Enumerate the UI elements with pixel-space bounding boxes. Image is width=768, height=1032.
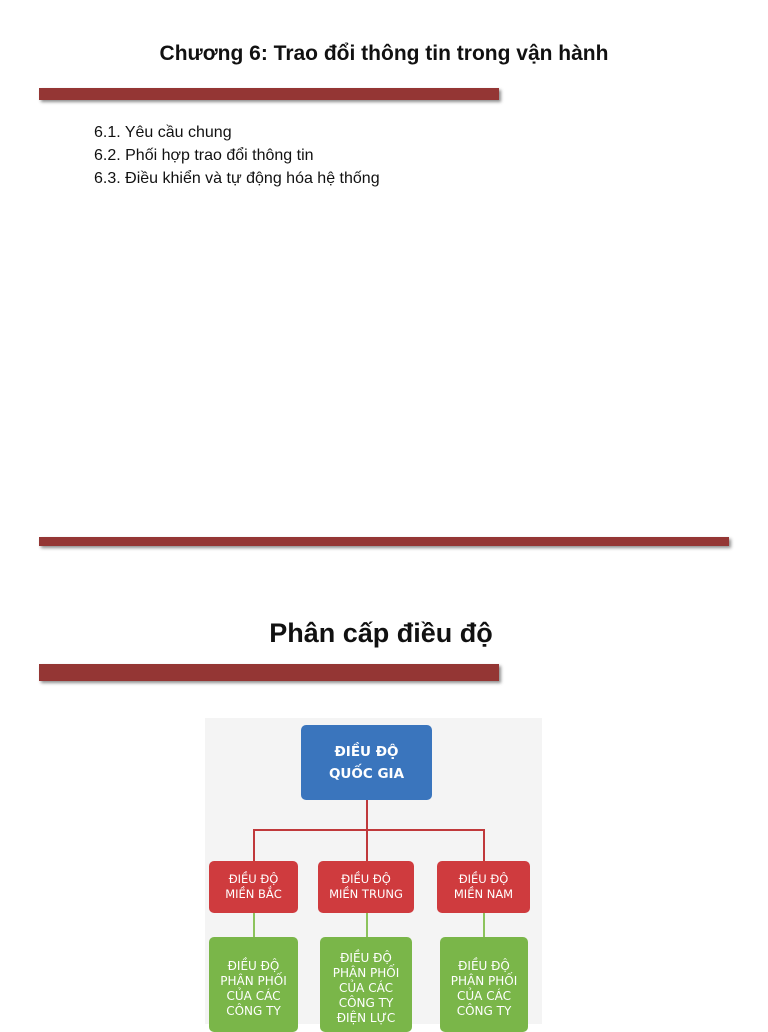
title-underline-bar — [39, 88, 499, 100]
south-distribution-dispatch-box — [440, 937, 528, 1032]
node-label: ĐIỀU ĐỘ — [334, 743, 399, 760]
north-region-dispatch-box — [209, 861, 298, 913]
node-label: CỦA CÁC — [226, 989, 281, 1003]
node-label: ĐIỆN LỰC — [336, 1011, 396, 1025]
node-label: PHÂN PHỐI — [220, 974, 287, 988]
list-item: 6.1. Yêu cầu chung — [94, 124, 232, 141]
node-label: ĐIỀU ĐỘ — [458, 959, 510, 973]
node-label: MIỀN TRUNG — [329, 887, 403, 901]
node-label: ĐIỀU ĐỘ — [341, 872, 391, 886]
node-label: CÔNG TY — [338, 996, 394, 1010]
node-label: MIỀN NAM — [453, 887, 514, 901]
node-label: MIỀN BẮC — [225, 887, 282, 901]
node-label: ĐIỀU ĐỘ — [227, 959, 280, 973]
node-label: ĐIỀU ĐỘ — [458, 872, 509, 886]
chapter-contents-list — [94, 121, 380, 190]
connector-line — [253, 829, 485, 831]
node-label: PHÂN PHỐI — [450, 974, 518, 988]
list-item: 6.3. Điều khiển và tự động hóa hệ thống — [94, 170, 380, 187]
node-label: ĐIỀU ĐỘ — [340, 951, 392, 965]
connector-line — [253, 829, 255, 861]
slide-divider-bar — [39, 537, 729, 546]
node-label: PHÂN PHỐI — [332, 966, 400, 980]
node-label: CỦA CÁC — [457, 989, 511, 1003]
node-label: QUỐC GIA — [328, 765, 405, 782]
node-label: CỦA CÁC — [339, 981, 393, 995]
connector-line — [366, 913, 368, 937]
connector-line — [366, 800, 368, 830]
central-region-dispatch-box — [318, 861, 414, 913]
node-label: CÔNG TY — [226, 1004, 281, 1018]
connector-line — [366, 829, 368, 861]
node-label: ĐIỀU ĐỘ — [228, 872, 279, 886]
connector-line — [483, 829, 485, 861]
slide2-title: Phân cấp điều độ — [269, 618, 493, 648]
title-underline-bar — [39, 664, 499, 681]
central-distribution-dispatch-box — [320, 937, 412, 1032]
national-dispatch-box — [301, 725, 432, 800]
north-distribution-dispatch-box — [209, 937, 298, 1032]
slide1-title: Chương 6: Trao đổi thông tin trong vận hành — [159, 42, 609, 65]
south-region-dispatch-box — [437, 861, 530, 913]
connector-line — [253, 913, 255, 937]
list-item: 6.2. Phối hợp trao đổi thông tin — [94, 147, 314, 164]
node-label: CÔNG TY — [456, 1004, 512, 1018]
connector-line — [483, 913, 485, 937]
